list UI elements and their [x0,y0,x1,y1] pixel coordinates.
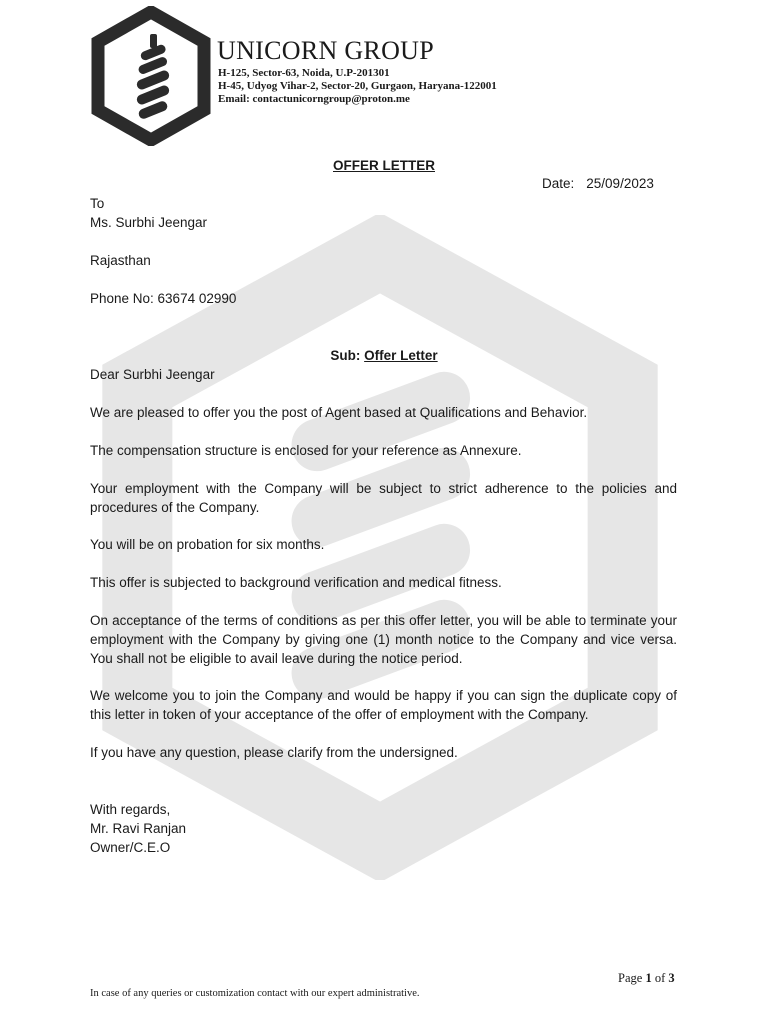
closing: With regards, [90,802,171,817]
letter-title: OFFER LETTER [333,158,435,173]
recipient-phone: Phone No: 63674 02990 [90,291,237,306]
recipient-name: Ms. Surbhi Jeengar [90,215,208,230]
paragraph-termination: On acceptance of the terms of conditions as per this offer letter, you will be able to terminate your employment with the Company by giving one (1) month notice to the Company and vice versa. You shall not be eligible to avail leave during the notice period. [90,613,677,666]
company-address-line-1: H-125, Sector-63, Noida, U.P-201301 [218,67,390,79]
subject-value: Offer Letter [364,348,438,363]
paragraph-employment-policies: Your employment with the Company will be subject to strict adherence to the policies and procedures of the Company. [90,481,677,515]
paragraph-offer: We are pleased to offer you the post of Agent based at Qualifications and Behavior. [90,405,588,420]
subject-label: Sub: [330,348,361,363]
signatory-title: Owner/C.E.O [90,840,171,855]
to-label: To [90,196,105,211]
page-current: 1 [645,971,652,985]
recipient-location: Rajasthan [90,253,151,268]
paragraph-compensation: The compensation structure is enclosed for your reference as Annexure. [90,443,522,458]
date-value: 25/09/2023 [586,176,654,191]
unicorn-horn-logo-icon [90,6,212,146]
letter-date [542,174,654,193]
company-address-line-2: H-45, Udyog Vihar-2, Sector-20, Gurgaon, Haryana-122001 [218,80,497,92]
page-label: Page [618,971,643,985]
paragraph-questions: If you have any question, please clarify from the undersigned. [90,745,458,760]
company-name: UNICORN GROUP [217,36,434,65]
footer-note: In case of any queries or customization contact with our expert administrative. [90,988,420,999]
signatory-name: Mr. Ravi Ranjan [90,821,187,836]
page-of: of [654,971,666,985]
subject-line [0,346,768,365]
paragraph-probation: You will be on probation for six months. [90,537,325,552]
page-total: 3 [668,971,675,985]
company-email: Email: contactunicorngroup@proton.me [218,93,410,105]
salutation: Dear Surbhi Jeengar [90,367,215,382]
paragraph-welcome: We welcome you to join the Company and would be happy if you can sign the duplicate copy of this letter in token of your acceptance of the offer of employment with the Company. [90,688,677,722]
paragraph-verification: This offer is subjected to background verification and medical fitness. [90,575,502,590]
date-label: Date: [542,176,575,191]
page-number [618,971,675,986]
